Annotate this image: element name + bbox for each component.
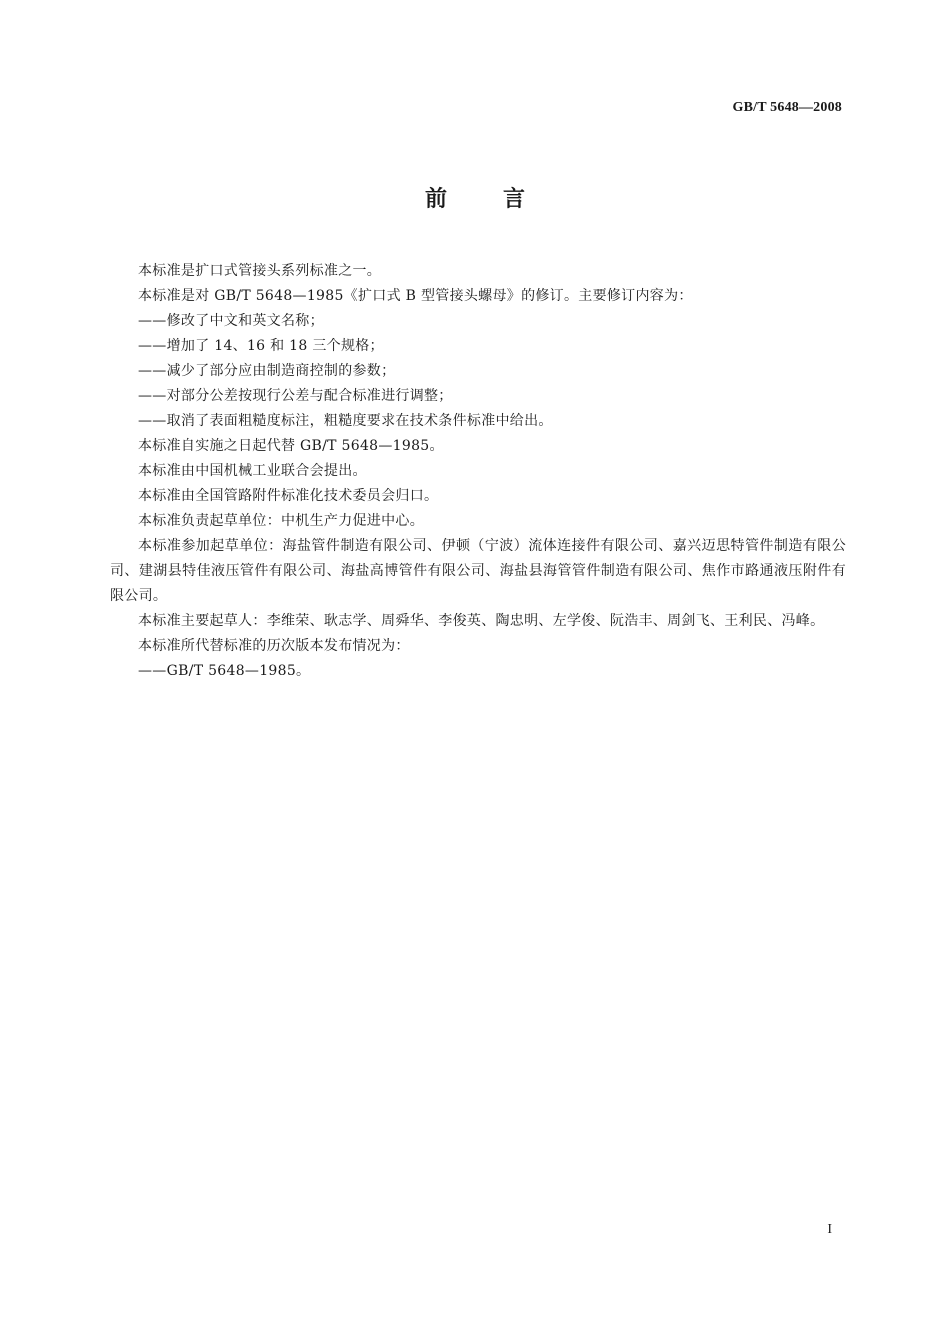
page-number: I <box>827 1222 832 1237</box>
page-title: 前言 <box>424 187 581 212</box>
list-item: ——修改了中文和英文名称； <box>138 313 324 329</box>
standard-number: GB/T 5648—2008 <box>732 100 842 115</box>
paragraph: 本标准主要起草人：李维荣、耿志学、周舜华、李俊英、陶忠明、左学俊、阮浩丰、周剑飞、王利民、冯峰。 <box>138 613 825 629</box>
paragraph: 本标准自实施之日起代替 GB/T 5648—1985。 <box>138 438 444 454</box>
paragraph: 本标准是扩口式管接头系列标准之一。 <box>138 263 382 279</box>
list-item: ——对部分公差按现行公差与配合标准进行调整； <box>138 388 453 404</box>
paragraph: 本标准由全国管路附件标准化技术委员会归口。 <box>138 488 439 504</box>
list-item: ——减少了部分应由制造商控制的参数； <box>138 363 396 379</box>
paragraph: 本标准是对 GB/T 5648—1985《扩口式 B 型管接头螺母》的修订。主要修订内容为： <box>138 288 693 304</box>
list-item: ——GB/T 5648—1985。 <box>138 663 311 679</box>
paragraph: 本标准由中国机械工业联合会提出。 <box>138 463 367 479</box>
paragraph: 本标准负责起草单位：中机生产力促进中心。 <box>138 513 424 529</box>
list-item: ——取消了表面粗糙度标注，粗糙度要求在技术条件标准中给出。 <box>138 413 553 429</box>
document-body <box>110 259 846 684</box>
paragraph: 本标准参加起草单位：海盐管件制造有限公司、伊顿（宁波）流体连接件有限公司、嘉兴迈思特管件制造有限公司、建湖县特佳液压管件有限公司、海盐高博管件有限公司、海盐县海管管件制造有限公司、焦作市路通液压附件有限公司。 <box>110 538 846 604</box>
list-item: ——增加了 14、16 和 18 三个规格； <box>138 338 384 354</box>
paragraph: 本标准所代替标准的历次版本发布情况为： <box>138 638 410 654</box>
